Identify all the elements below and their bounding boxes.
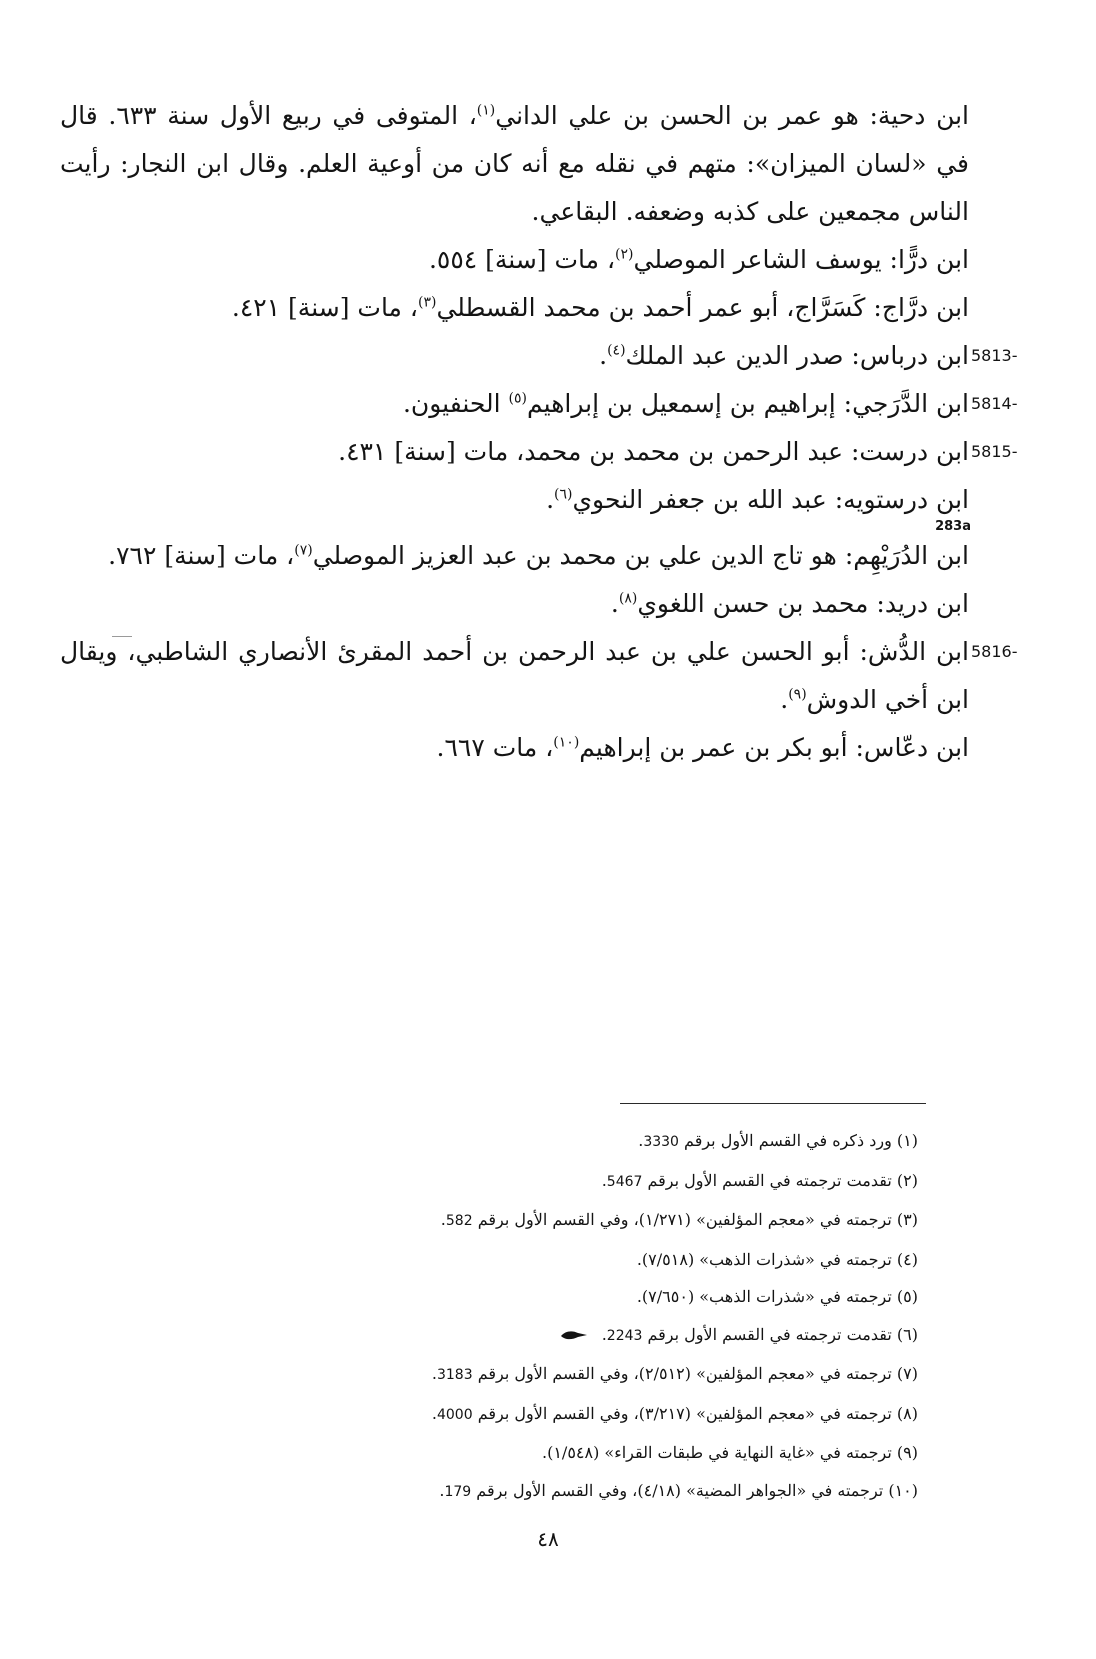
footnote-10 [250,1472,918,1512]
footnote-number: (٧) [896,1364,918,1383]
entry-text: أبو الحسن علي بن عبد الرحمن بن أحمد المقرئ الأنصاري الشاطبي، ويقال ابن أخي الدوش [60,637,969,714]
footnotes [250,1122,918,1511]
footnote-end: . [601,1324,607,1344]
footnote-number: (٦) [896,1324,918,1344]
entry-tail: . [780,685,789,714]
entry-ibn-darraj [60,284,1026,332]
footnote-ref[interactable]: (٧) [294,542,313,559]
entry-body [60,580,969,628]
footnote-number: (٤) [896,1249,918,1269]
entry-body [60,532,969,580]
footnote-9 [250,1434,918,1472]
entry-text: هو تاج الدين علي بن محمد بن عبد العزيز الموصلي [312,541,845,570]
entry-head: ابن درستويه: [834,485,969,514]
entry-text: عبد الله بن جعفر النحوي [572,485,835,514]
entry-number: 5815- [971,442,1018,461]
entry-head: ابن درست: [850,437,969,466]
footnote-end: . [601,1170,607,1190]
entry-head: ابن دحية: [869,101,969,130]
entry-tail: . [610,589,619,618]
entry-text: إبراهيم بن إسمعيل بن إبراهيم [527,389,844,418]
margin-mark [112,636,132,637]
footnote-end: . [638,1131,644,1150]
entry-head: ابن درباس: [851,341,969,370]
entry-tail: ، مات ٦٦٧. [436,733,554,762]
entry-body [60,284,969,332]
footnote-3 [250,1201,918,1241]
footnote-text: ترجمته في «شذرات الذهب» (٧/٦٥٠). [636,1287,897,1306]
footnote-ref-number: 582 [445,1213,473,1229]
footnote-number: (١٠) [888,1480,918,1500]
footnote-text: ترجمته في «معجم المؤلفين» (٣/٢١٧)، وفي القسم الأول برقم [472,1403,897,1423]
footnote-ref[interactable]: (٥) [508,390,528,407]
footnote-text: ورد ذكره في القسم الأول برقم [678,1131,897,1150]
entry-body [60,380,969,428]
entry-body [60,724,969,772]
entry-ibn-durra [60,236,1026,284]
entry-text: كَسَرَّاج، أبو عمر أحمد بن محمد القسطلي [436,293,874,322]
footnote-separator [620,1103,926,1104]
entry-text: صدر الدين عبد الملك [625,341,852,370]
entry-ibn-al-darraji [60,380,1026,428]
entry-ibn-dihya [60,92,1026,236]
footnote-text: ترجمته في «شذرات الذهب» (٧/٥١٨). [636,1249,897,1269]
footnote-end: . [440,1210,446,1229]
entry-body [60,92,969,236]
footnote-ref-number: 5467 [606,1173,643,1190]
footnote-ref-number: 2243 [606,1327,643,1344]
footnote-7 [250,1355,918,1395]
footnote-8 [250,1395,918,1435]
entry-number: 5816- [971,642,1018,661]
footnote-5 [250,1278,918,1316]
entry-head: ابن درًّا: [889,245,969,274]
entry-tail: . [599,341,608,370]
entry-text: أبو بكر بن عمر بن إبراهيم [579,733,856,762]
footnote-1 [250,1122,918,1162]
entry-body [60,628,969,724]
entry-text: محمد بن حسن اللغوي [637,589,877,618]
entry-number: 5813- [971,346,1018,365]
footnote-2 [250,1162,918,1202]
pointing-hand-icon [560,1329,588,1341]
footnote-text: ترجمته في «غاية النهاية في طبقات القراء» (١/٥٤٨). [542,1443,897,1462]
footnote-end: . [439,1480,445,1500]
footnote-ref-number: 179 [444,1483,472,1500]
footnote-4 [250,1241,918,1279]
entry-head: ابن الدُرَيْهِم: [844,541,969,570]
footnote-ref[interactable]: (٨) [618,590,638,607]
entry-tail: . [546,485,555,514]
footnote-end: . [431,1364,437,1383]
entry-ibn-al-durayhim [60,532,1026,580]
entry-ibn-durust [60,428,1026,476]
entry-head: ابن دريد: [876,589,969,618]
entry-ibn-daas [60,724,1026,772]
entry-tail: ، مات [سنة] ٥٥٤. [428,245,616,274]
entry-text: هو عمر بن الحسن بن علي الداني [495,101,870,130]
footnote-ref-number: 3183 [436,1367,473,1383]
entry-body [60,236,969,284]
entry-number: 5814- [971,394,1018,413]
entry-tail: الحنفيون. [402,389,509,418]
entry-ibn-durayd [60,580,1026,628]
footnote-text: تقدمت ترجمته في القسم الأول برقم [642,1324,897,1344]
entry-head: ابن الدُّش: [859,637,969,666]
footnote-ref[interactable]: (٤) [607,342,626,359]
entry-ibn-al-dush [60,628,1026,724]
entry-body [60,476,969,524]
footnote-text: تقدمت ترجمته في القسم الأول برقم [642,1170,897,1190]
footnote-number: (٩) [896,1443,918,1462]
footnote-number: (٨) [896,1403,918,1423]
entry-head: ابن دعّاس: [855,733,969,762]
footnote-ref[interactable]: (١) [476,102,496,119]
entry-tail: ، المتوفى في ربيع الأول سنة ٦٣٣. قال في «لسان الميزان»: متهم في نقله مع أنه كان من أوعية العلم. وقال ابن النجار: رأيت الناس مجمعين على كذبه وضعفه. البقاعي. [60,101,969,226]
footnote-number: (٢) [896,1170,918,1190]
entry-ibn-durustawayh [60,476,1026,524]
footnote-text: ترجمته في «معجم المؤلفين» (٢/٥١٢)، وفي القسم الأول برقم [472,1364,897,1383]
page-number: ٤٨ [537,1527,559,1551]
footnote-text: ترجمته في «الجواهر المضية» (٤/١٨)، وفي القسم الأول برقم [471,1480,889,1500]
footnote-ref[interactable]: (١٠) [553,734,580,751]
entry-body [60,428,969,476]
footnote-number: (١) [896,1131,918,1150]
footnote-number: (٣) [896,1210,918,1229]
entry-head: ابن الدَّرَجي: [843,389,969,418]
footnote-ref[interactable]: (٩) [788,686,807,703]
entry-body [60,332,969,380]
entry-text: يوسف الشاعر الموصلي [633,245,890,274]
main-text [60,92,1026,772]
entry-tail: ، مات [سنة] ٤٢١. [231,293,418,322]
footnote-ref[interactable]: (٣) [417,294,437,311]
footnote-ref-number: 3330 [643,1134,679,1150]
folio-marker-text: 283a [935,519,971,534]
entry-text: عبد الرحمن بن محمد بن محمد، مات [سنة] ٤٣١. [338,437,851,466]
footnote-ref[interactable]: (٦) [554,486,573,503]
footnote-6 [250,1316,918,1356]
footnote-ref[interactable]: (٢) [615,246,634,263]
footnote-ref-number: 4000 [436,1406,473,1423]
footnote-end: . [431,1403,437,1423]
entry-tail: ، مات [سنة] ٧٦٢. [108,541,295,570]
footnote-number: (٥) [896,1287,918,1306]
entry-ibn-dirbas [60,332,1026,380]
entry-head: ابن درَّاج: [873,293,969,322]
footnote-text: ترجمته في «معجم المؤلفين» (١/٢٧١)، وفي القسم الأول برقم [472,1210,897,1229]
